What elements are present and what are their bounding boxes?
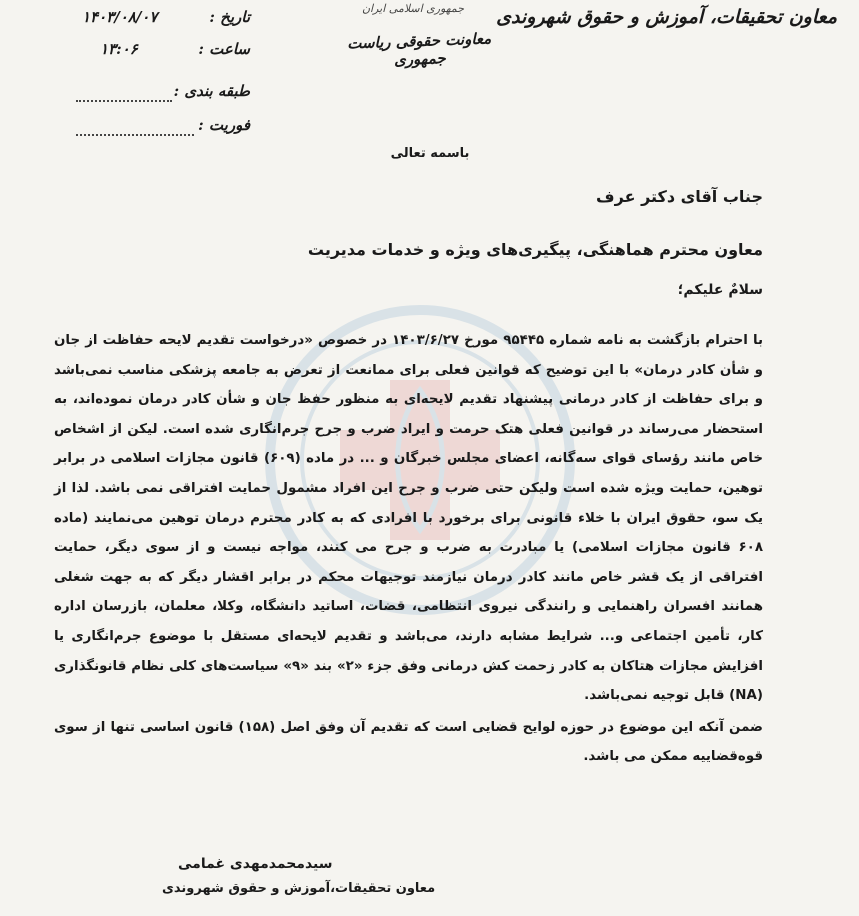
greeting: سلامٌ علیکم؛	[677, 282, 763, 298]
time-value: ۱۳:۰۶	[100, 40, 138, 58]
issuer-title: معاون تحقیقات، آموزش و حقوق شهروندی	[496, 6, 837, 28]
classification-label: طبقه بندی :	[173, 82, 250, 100]
time-label: ساعت :	[198, 40, 250, 58]
signatory-title: معاون تحقیقات،آموزش و حقوق شهروندی	[162, 881, 436, 896]
date-label: تاریخ :	[209, 8, 250, 26]
time-field	[60, 40, 250, 66]
country-name: جمهوری اسلامی ایران	[361, 2, 465, 15]
recipient-title: معاون محترم هماهنگی، پیگیری‌های ویژه و خدمات مدیریت	[307, 240, 763, 259]
letter-body	[54, 326, 763, 772]
p1-rest: با این توضیح که قوانین فعلی برای ممانعت از تعرض به جامعه پزشکی مناسب نمی‌باشد و برای حفاظت از کادر درمانی پیشنهاد تقدیم لایحه‌ای به منظور حفظ جان و شأن کادر درمان نموده‌اند، به استحضار می‌رساند در قوانین فعلی هتک حرمت و ایراد ضرب و جرح جرم‌انگاری شده است. لیکن از اشخاص خاص مانند رؤسای قوای سه‌گانه، اعضای مجلس خبرگان و ... در ماده (۶۰۹) قانون مجازات اسلامی در برابر توهین، حمایت ویژه شده است ولیکن حتی ضرب و جرح این افراد مشمول حمایت افتراقی نمی باشد. لذا از یک سو، حقوق ایران با خلاء قانونی برای برخورد با افرادی که به کادر محترم درمان توهین می‌نمایند (ماده ۶۰۸ قانون مجازات اسلامی) یا مبادرت به ضرب و جرح می کنند، مواجه نیست و از سوی دیگر، حمایت افتراقی از یک قشر خاص مانند کادر درمان نیازمند توجیهات محکم در برابر اقشار دیگر که به جهت شغلی همانند افسران راهنمایی و رانندگی نیروی انتظامی، قضات، اساتید دانشگاه، وکلا، معلمان، بازرسان اداره کار، تأمین اجتماعی و... شرایط مشابه دارند، می‌باشد و تقدیم لایحه‌ای مستقل با موضوع جرم‌انگاری یا افزایش مجازات هتاکان به کادر زحمت کش درمانی وفق جزء «۲» بند «۹» سیاست‌های کلی نظام قانونگذاری (NA) قابل توجیه نمی‌باشد.	[54, 362, 763, 704]
classification-field	[60, 82, 250, 108]
paragraph-2: ضمن آنکه این موضوع در حوزه لوایح قضایی است که تقدیم آن وفق اصل (۱۵۸) قانون اساسی تنها از سوی قوه‌قضاییه ممکن می باشد.	[54, 719, 763, 765]
p1-start: با احترام بازگشت به نامه شماره ۹۵۴۴۵ مورخ ۱۴۰۳/۶/۲۷ در خصوص	[318, 333, 763, 348]
date-field	[60, 8, 250, 34]
urgency-blank	[76, 134, 194, 136]
date-value: ۱۴۰۳/۰۸/۰۷	[82, 8, 158, 26]
department-name: معاونت حقوقی ریاست جمهوری	[346, 29, 492, 69]
recipient-name: جناب آقای دکتر عرف	[596, 187, 763, 206]
subject-highlight: «درخواست تقدیم لایحه حفاظت از جان و شأن کادر درمان»	[54, 333, 764, 378]
classification-blank	[76, 100, 172, 102]
signatory-name: سیدمحمدمهدی غمامی	[178, 856, 333, 872]
urgency-label: فوریت :	[198, 116, 250, 134]
urgency-field	[60, 116, 250, 142]
paragraph-1	[54, 326, 763, 711]
basmala: باسمه تعالی	[390, 146, 470, 161]
